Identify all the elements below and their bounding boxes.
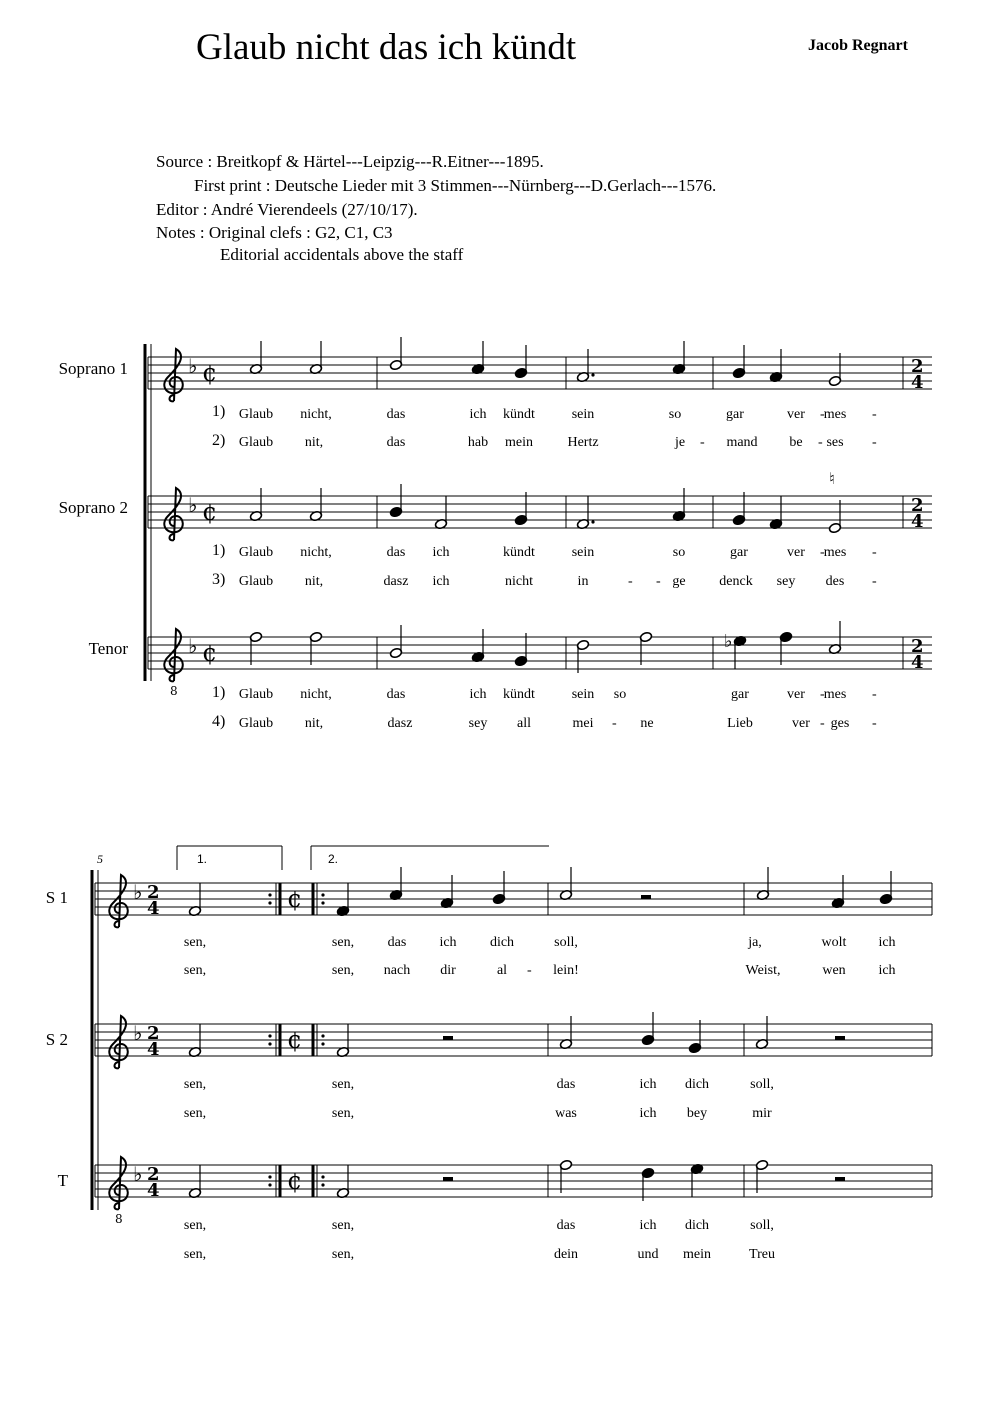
half-rest-icon bbox=[835, 1036, 845, 1040]
lyric-syllable: ich bbox=[469, 407, 487, 422]
lyric-hyphen: - bbox=[872, 545, 877, 560]
lyric-syllable: ver bbox=[787, 407, 805, 422]
lyric-syllable: ich bbox=[439, 935, 457, 950]
lyric-syllable: dich bbox=[489, 935, 515, 950]
lyric-syllable: ges bbox=[830, 716, 850, 731]
lyric-syllable: sen, bbox=[331, 1077, 355, 1092]
lyric-syllable: Glaub bbox=[238, 687, 274, 702]
flat-accidental-icon: ♭ bbox=[724, 631, 733, 652]
repeat-dot bbox=[268, 1042, 271, 1045]
measure-number: 5 bbox=[97, 852, 103, 866]
lyric-syllable: sey bbox=[776, 574, 796, 589]
lyric-syllable: sen, bbox=[331, 1106, 355, 1121]
lyric-syllable: gar bbox=[730, 545, 748, 560]
lyric-hyphen: - bbox=[818, 435, 823, 450]
lyric-syllable: das bbox=[556, 1077, 576, 1092]
label-tenor: Tenor bbox=[88, 639, 128, 658]
lyric-syllable: dir bbox=[440, 963, 456, 978]
lyric-hyphen: - bbox=[612, 716, 617, 731]
lyric-syllable: sein bbox=[571, 407, 595, 422]
label-soprano-2: Soprano 2 bbox=[58, 498, 128, 517]
lyric-syllable: mein bbox=[505, 435, 533, 450]
lyric-syllable: sen, bbox=[183, 963, 207, 978]
lyric-syllable: sen, bbox=[331, 963, 355, 978]
half-rest-icon bbox=[835, 1177, 845, 1181]
lyric-syllable: mei bbox=[572, 716, 594, 731]
lyric-syllable: das bbox=[556, 1218, 576, 1233]
repeat-dot bbox=[321, 1183, 324, 1186]
lyric-syllable: all bbox=[517, 716, 531, 731]
lyric-syllable: Weist, bbox=[745, 963, 781, 978]
time-sig-top: 2 bbox=[911, 636, 924, 657]
lyric-hyphen: - bbox=[872, 407, 877, 422]
lyric-syllable: ver bbox=[787, 545, 805, 560]
cut-time-icon: ¢ bbox=[287, 885, 303, 913]
lyric-syllable: nicht, bbox=[300, 407, 332, 422]
verse-number: 1) bbox=[212, 684, 226, 701]
lyric-syllable: dasz bbox=[383, 574, 409, 589]
lyric-syllable: sen, bbox=[331, 1247, 355, 1262]
lyric-syllable: das bbox=[386, 687, 406, 702]
lyric-syllable: ich bbox=[639, 1106, 657, 1121]
lyric-syllable: mes bbox=[823, 407, 847, 422]
lyric-hyphen: - bbox=[820, 407, 825, 422]
cut-time-icon: ¢ bbox=[287, 1167, 303, 1195]
lyric-hyphen: - bbox=[820, 545, 825, 560]
half-rest-icon bbox=[641, 895, 651, 899]
lyric-syllable: nit, bbox=[304, 574, 324, 589]
repeat-dot bbox=[321, 1175, 324, 1178]
accidentals-note: Editorial accidentals above the staff bbox=[220, 245, 464, 264]
lyric-syllable: ne bbox=[640, 716, 654, 731]
lyric-hyphen: - bbox=[820, 687, 825, 702]
key-flat-icon: ♭ bbox=[133, 880, 143, 904]
lyric-syllable: bey bbox=[686, 1106, 708, 1121]
cut-time-icon: ¢ bbox=[202, 359, 218, 387]
lyric-syllable: hab bbox=[467, 435, 489, 450]
lyric-syllable: sen, bbox=[331, 935, 355, 950]
lyric-syllable: ses bbox=[826, 435, 844, 450]
lyric-syllable: kündt bbox=[503, 545, 535, 560]
volta-1-label: 1. bbox=[197, 852, 208, 866]
lyric-hyphen: - bbox=[656, 574, 661, 589]
editor-note: Editor : André Vierendeels (27/10/17). bbox=[156, 200, 418, 219]
lyric-syllable: ich bbox=[432, 574, 450, 589]
time-sig-top: 2 bbox=[147, 882, 160, 903]
augmentation-dot bbox=[591, 373, 594, 376]
lyric-hyphen: - bbox=[872, 687, 877, 702]
key-flat-icon: ♭ bbox=[133, 1021, 143, 1045]
lyric-syllable: nach bbox=[383, 963, 411, 978]
lyric-syllable: das bbox=[386, 435, 406, 450]
repeat-dot bbox=[321, 1042, 324, 1045]
lyric-syllable: dich bbox=[684, 1218, 710, 1233]
lyric-syllable: ja, bbox=[748, 935, 762, 950]
lyric-syllable: je bbox=[674, 435, 686, 450]
key-flat-icon: ♭ bbox=[188, 354, 198, 378]
lyric-syllable: dasz bbox=[387, 716, 413, 731]
lyric-syllable: ich bbox=[878, 935, 896, 950]
lyric-syllable: so bbox=[668, 407, 682, 422]
lyric-hyphen: - bbox=[527, 963, 532, 978]
octave-eight-marker: 8 bbox=[170, 684, 178, 698]
repeat-dot bbox=[321, 901, 324, 904]
repeat-dot bbox=[268, 1175, 271, 1178]
augmentation-dot bbox=[591, 520, 594, 523]
lyric-syllable: des bbox=[825, 574, 845, 589]
lyric-syllable: wen bbox=[822, 963, 846, 978]
lyric-syllable: kündt bbox=[503, 687, 535, 702]
lyric-syllable: ich bbox=[469, 687, 487, 702]
lyric-syllable: was bbox=[555, 1106, 577, 1121]
time-sig-bottom: 4 bbox=[147, 1039, 160, 1060]
time-sig-top: 2 bbox=[911, 356, 924, 377]
lyric-syllable: nit, bbox=[304, 435, 324, 450]
lyric-syllable: ge bbox=[672, 574, 686, 589]
lyric-syllable: nicht, bbox=[300, 545, 332, 560]
lyric-syllable: mein bbox=[683, 1247, 711, 1262]
score-title: Glaub nicht das ich kündt bbox=[196, 27, 577, 68]
lyric-syllable: so bbox=[672, 545, 686, 560]
lyric-syllable: ich bbox=[432, 545, 450, 560]
lyric-syllable: mir bbox=[752, 1106, 772, 1121]
lyric-syllable: Glaub bbox=[238, 574, 274, 589]
lyric-syllable: lein! bbox=[553, 963, 579, 978]
key-flat-icon: ♭ bbox=[133, 1162, 143, 1186]
lyric-hyphen: - bbox=[872, 574, 877, 589]
lyric-syllable: so bbox=[613, 687, 627, 702]
lyric-syllable: das bbox=[386, 407, 406, 422]
lyric-syllable: gar bbox=[726, 407, 744, 422]
lyric-syllable: Glaub bbox=[238, 716, 274, 731]
lyric-syllable: Treu bbox=[749, 1247, 775, 1262]
lyric-syllable: ver bbox=[792, 716, 810, 731]
lyric-syllable: sen, bbox=[183, 1218, 207, 1233]
verse-number: 3) bbox=[212, 571, 226, 588]
lyric-syllable: in bbox=[577, 574, 589, 589]
lyric-syllable: sen, bbox=[183, 935, 207, 950]
clefs-note: Notes : Original clefs : G2, C1, C3 bbox=[156, 223, 393, 242]
editorial-natural-icon: ♮ bbox=[829, 469, 835, 488]
lyric-syllable: Hertz bbox=[567, 435, 599, 450]
lyric-syllable: nicht bbox=[505, 574, 533, 589]
time-sig-bottom: 4 bbox=[911, 511, 924, 532]
repeat-dot bbox=[321, 893, 324, 896]
lyric-syllable: wolt bbox=[821, 935, 847, 950]
label-soprano-1: Soprano 1 bbox=[58, 359, 128, 378]
cut-time-icon: ¢ bbox=[202, 498, 218, 526]
octave-eight-marker: 8 bbox=[115, 1212, 123, 1226]
cut-time-icon: ¢ bbox=[287, 1026, 303, 1054]
lyric-syllable: sen, bbox=[183, 1077, 207, 1092]
lyric-hyphen: - bbox=[820, 716, 825, 731]
verse-number: 4) bbox=[212, 713, 226, 730]
verse-number: 1) bbox=[212, 542, 226, 559]
lyric-hyphen: - bbox=[872, 716, 877, 731]
lyric-syllable: nit, bbox=[304, 716, 324, 731]
repeat-dot bbox=[321, 1034, 324, 1037]
lyric-syllable: Glaub bbox=[238, 545, 274, 560]
volta-2-label: 2. bbox=[328, 852, 339, 866]
lyric-syllable: mes bbox=[823, 687, 847, 702]
lyric-syllable: sein bbox=[571, 545, 595, 560]
lyric-syllable: sen, bbox=[183, 1106, 207, 1121]
time-sig-top: 2 bbox=[147, 1023, 160, 1044]
lyric-syllable: mes bbox=[823, 545, 847, 560]
repeat-dot bbox=[268, 1183, 271, 1186]
repeat-dot bbox=[268, 893, 271, 896]
half-rest-icon bbox=[443, 1036, 453, 1040]
lyric-syllable: das bbox=[387, 935, 407, 950]
lyric-syllable: sen, bbox=[183, 1247, 207, 1262]
verse-number: 2) bbox=[212, 432, 226, 449]
lyric-syllable: mand bbox=[726, 435, 758, 450]
time-sig-bottom: 4 bbox=[911, 652, 924, 673]
lyric-syllable: kündt bbox=[503, 407, 535, 422]
lyric-syllable: ich bbox=[878, 963, 896, 978]
lyric-syllable: sen, bbox=[331, 1218, 355, 1233]
verse-number: 1) bbox=[212, 403, 226, 420]
lyric-syllable: al bbox=[496, 963, 508, 978]
lyric-syllable: soll, bbox=[554, 935, 578, 950]
lyric-syllable: denck bbox=[719, 574, 753, 589]
source-note: Source : Breitkopf & Härtel---Leipzig---R.Eitner---1895. bbox=[156, 152, 544, 171]
key-flat-icon: ♭ bbox=[188, 493, 198, 517]
first-print-note: First print : Deutsche Lieder mit 3 Stimmen---Nürnberg---D.Gerlach---1576. bbox=[194, 176, 717, 195]
repeat-dot bbox=[268, 1034, 271, 1037]
lyric-syllable: ich bbox=[639, 1218, 657, 1233]
lyric-syllable: und bbox=[637, 1247, 659, 1262]
lyric-syllable: Glaub bbox=[238, 435, 274, 450]
composer-name: Jacob Regnart bbox=[808, 37, 908, 54]
time-sig-bottom: 4 bbox=[147, 898, 160, 919]
label-t: T bbox=[57, 1171, 68, 1190]
lyric-syllable: be bbox=[789, 435, 803, 450]
lyric-hyphen: - bbox=[872, 435, 877, 450]
time-sig-bottom: 4 bbox=[911, 372, 924, 393]
lyric-syllable: nicht, bbox=[300, 687, 332, 702]
time-sig-top: 2 bbox=[147, 1164, 160, 1185]
repeat-dot bbox=[268, 901, 271, 904]
lyric-syllable: sein bbox=[571, 687, 595, 702]
lyric-hyphen: - bbox=[700, 435, 705, 450]
lyric-syllable: soll, bbox=[750, 1218, 774, 1233]
lyric-syllable: dein bbox=[553, 1247, 579, 1262]
key-flat-icon: ♭ bbox=[188, 634, 198, 658]
label-s1: S 1 bbox=[45, 888, 68, 907]
time-sig-bottom: 4 bbox=[147, 1180, 160, 1201]
lyric-syllable: das bbox=[386, 545, 406, 560]
lyric-syllable: dich bbox=[684, 1077, 710, 1092]
cut-time-icon: ¢ bbox=[202, 639, 218, 667]
lyric-syllable: ich bbox=[639, 1077, 657, 1092]
lyric-hyphen: - bbox=[628, 574, 633, 589]
lyric-syllable: gar bbox=[731, 687, 749, 702]
lyric-syllable: ver bbox=[787, 687, 805, 702]
lyric-syllable: Lieb bbox=[727, 716, 753, 731]
lyric-syllable: Glaub bbox=[238, 407, 274, 422]
lyric-syllable: sey bbox=[468, 716, 488, 731]
time-sig-top: 2 bbox=[911, 495, 924, 516]
half-rest-icon bbox=[443, 1177, 453, 1181]
label-s2: S 2 bbox=[45, 1030, 68, 1049]
lyric-syllable: soll, bbox=[750, 1077, 774, 1092]
